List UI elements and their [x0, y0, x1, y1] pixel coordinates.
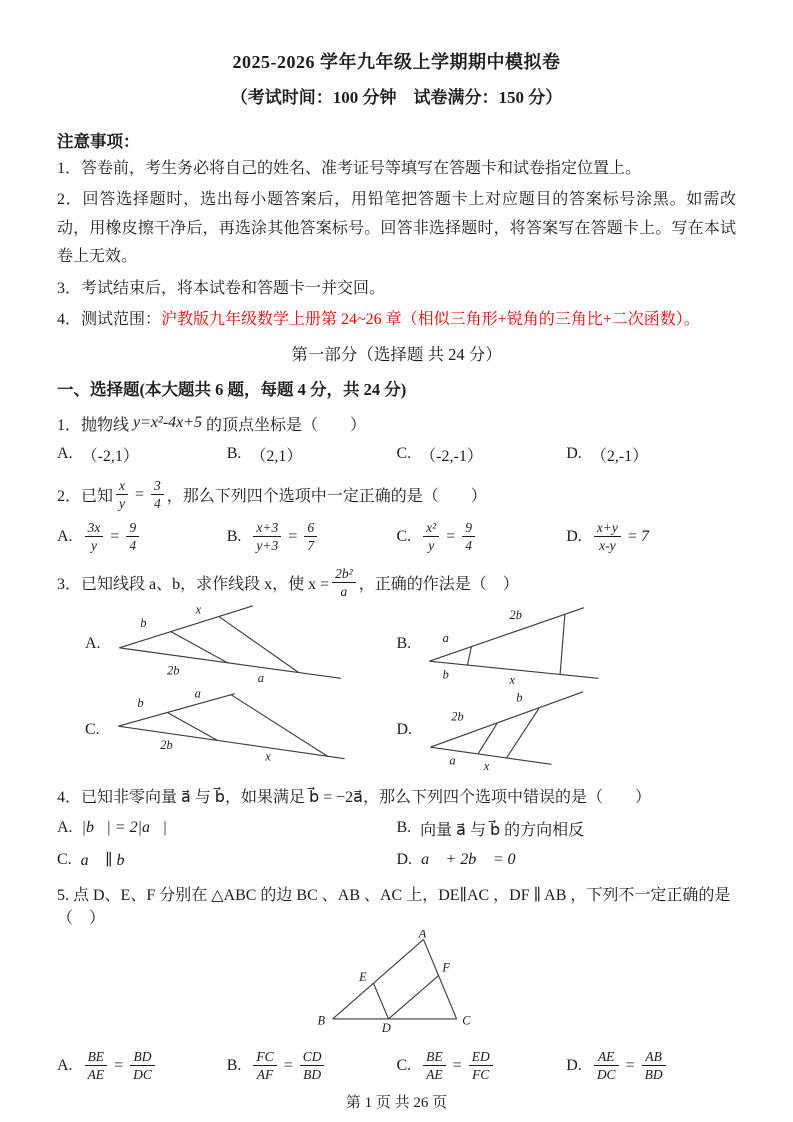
- q5-option-a-frac1: $\frac{BE}{AE}$: [85, 1049, 108, 1083]
- q5-option-b-frac1: $\frac{FC}{AF}$: [253, 1049, 276, 1083]
- q4-option-a-value: |b⃗| = 2|a⃗|: [81, 819, 167, 837]
- q4-option-d: [397, 851, 737, 869]
- segment-label: x: [509, 672, 516, 686]
- q3-fraction: $\frac{\text{2b²}}{a}$: [332, 566, 356, 600]
- q4-text: 4．已知非零向量 a⃗ 与 b⃗，如果满足 b⃗ = −2a⃗，那么下列四个选项中错误的是（ ）: [57, 788, 651, 806]
- segment-label: a: [257, 671, 264, 686]
- notice-item-1: 1．答卷前，考生务必将自己的姓名、准考证号等填写在答题卡和试卷指定位置上。: [57, 160, 642, 177]
- q1-option-c: [397, 443, 567, 466]
- segment-label: b: [516, 690, 523, 705]
- q2-option-a-equals: =: [110, 527, 120, 545]
- q1-prefix: 1．抛物线: [57, 416, 130, 434]
- q2-equals: =: [135, 485, 145, 503]
- q3-diagram-c-figure: [104, 688, 356, 772]
- q2-option-c-frac1: $\frac{\text{x²}}{y}$: [423, 520, 439, 554]
- q2-option-a-frac2: $\frac{9}{4}$: [126, 520, 139, 554]
- q4-option-d-value: a⃗ + 2b⃗ = 0: [421, 850, 516, 868]
- q1-option-d-value: （2,-1）: [590, 447, 649, 465]
- q2-option-b-frac1: $\frac{x+3}{y+3}$: [253, 520, 281, 554]
- q5-option-d-label: D.: [566, 1056, 582, 1074]
- q5-option-c-equals: =: [452, 1056, 462, 1074]
- question-5-options: [57, 1049, 736, 1083]
- question-4-options-row-1: [57, 817, 736, 840]
- notice-item-4-scope-text: 沪教版九年级数学上册第 24~26 章（相似三角形+锐角的三角比+二次函数）。: [161, 311, 700, 329]
- vertex-label-c: C: [461, 1013, 471, 1028]
- question-4-options-row-2: [57, 850, 736, 870]
- q4-option-b-label: B.: [396, 819, 412, 837]
- q2-fraction-right: $\frac{3}{4}$: [151, 478, 164, 512]
- segment-label: 2b: [451, 709, 464, 724]
- q3-prefix: 3．已知线段 a、b，求作线段 x，使 x =: [57, 576, 330, 594]
- q4-option-b: [397, 817, 737, 840]
- q1-option-c-value: （-2,-1）: [420, 447, 483, 465]
- q3-option-b: [397, 602, 737, 686]
- segment-label: a: [449, 753, 456, 768]
- segment-label: x: [483, 758, 490, 772]
- q5-option-b-equals: =: [283, 1056, 293, 1074]
- notice-item-2: 2．回答选择题时，选出每小题答案后，用铅笔把答题卡上对应题目的答案标号涂黑。如需改动，用橡皮擦干净后，再选涂其他答案标号。回答非选择题时，将答案写在答题卡上。写在本试卷上无效。: [57, 191, 736, 266]
- q2-option-b-equals: =: [288, 527, 298, 545]
- q5-option-b: [227, 1049, 397, 1083]
- notice-heading: 注意事项：: [57, 132, 140, 151]
- q1-option-b-label: B.: [226, 445, 242, 463]
- q3-option-a: [57, 602, 397, 686]
- q2-option-a-frac1: $\frac{3x}{y}$: [85, 520, 104, 554]
- segment-label: a: [194, 687, 201, 701]
- q2-option-d-frac1: $\frac{x+y}{x-y}$: [594, 520, 621, 554]
- q2-suffix: ，那么下列四个选项中一定正确的是（ ）: [166, 488, 487, 506]
- question-1-stem: [57, 412, 736, 435]
- q3-option-c: [57, 688, 397, 772]
- q3-diagram-a-figure: [105, 602, 357, 686]
- q3-diagram-row-2: [57, 688, 736, 772]
- q2-option-c-equals: =: [446, 527, 456, 545]
- segment-label: b: [137, 695, 144, 710]
- segment-label: b: [139, 615, 147, 630]
- notice-item-4: [57, 306, 736, 334]
- q5-option-a-equals: =: [114, 1056, 124, 1074]
- vertex-label-f: F: [441, 960, 450, 975]
- q1-option-b-value: （2,1）: [250, 447, 303, 465]
- notice-item-4-prefix: 4．测试范围：: [57, 311, 162, 329]
- q4-option-d-label: D.: [396, 850, 413, 868]
- q2-option-d-label: D.: [566, 527, 582, 545]
- q2-prefix: 2．已知: [57, 488, 114, 506]
- segment-label: b: [442, 667, 450, 682]
- q1-option-c-label: C.: [396, 445, 412, 463]
- q4-option-c: [57, 850, 397, 870]
- q2-option-a: [57, 520, 227, 554]
- q5-text: 5. 点 D、E、F 分别在 △ABC 的边 BC 、AB 、AC 上，DE∥AC ，DF ∥ AB ，下列不一定正确的是（ ）: [57, 886, 731, 927]
- q2-fraction-left: $\frac{x}{y}$: [116, 478, 128, 512]
- q2-option-d-equals: =: [627, 527, 637, 545]
- segment-label: 2b: [159, 737, 173, 752]
- q2-option-d-rhs: 7: [640, 527, 649, 545]
- page-subtitle: （考试时间：100 分钟 试卷满分：150 分）: [230, 88, 563, 107]
- q1-option-a-value: （-2,1）: [81, 447, 139, 465]
- q5-option-c-label: C.: [396, 1056, 412, 1074]
- question-4-stem: [57, 784, 736, 807]
- q2-option-a-label: A.: [57, 527, 73, 545]
- q2-option-c-frac2: $\frac{9}{4}$: [462, 520, 475, 554]
- segment-label: a: [442, 630, 450, 645]
- question-3-stem: [57, 566, 736, 600]
- question-2-stem: [57, 478, 736, 512]
- q1-equation: y=x²-4x+5: [133, 414, 203, 432]
- choice-section-heading: 一、选择题(本大题共 6 题，每题 4 分，共 24 分): [57, 379, 407, 399]
- q2-option-c-label: C.: [396, 527, 412, 545]
- q5-figure-wrap: [57, 930, 736, 1041]
- page-title: 2025-2026 学年九年级上学期期中模拟卷: [232, 52, 561, 72]
- q5-option-b-label: B.: [226, 1056, 242, 1074]
- q4-option-a: [57, 819, 397, 837]
- q1-option-a-label: A.: [57, 445, 73, 463]
- q3-diagram-d-figure: [416, 688, 668, 772]
- q3-suffix: ，正确的作法是（ ）: [358, 576, 519, 594]
- segment-label: x: [195, 602, 201, 617]
- part-one-heading: 第一部分（选择题 共 24 分）: [291, 344, 502, 364]
- q5-option-d-equals: =: [625, 1056, 635, 1074]
- vertex-label-e: E: [358, 970, 367, 985]
- q1-option-d-label: D.: [566, 445, 582, 463]
- q3-option-d-label: D.: [396, 720, 413, 738]
- vertex-label-d: D: [381, 1021, 391, 1036]
- q1-option-d: [566, 443, 736, 466]
- segment-label: 2b: [166, 663, 179, 678]
- q3-option-c-label: C.: [85, 720, 100, 738]
- q3-option-a-label: A.: [85, 634, 101, 652]
- q4-option-c-value: a⃗ ∥ b⃗: [80, 851, 137, 869]
- q3-diagram-b-figure: [415, 602, 667, 686]
- q5-option-d-frac2: $\frac{AB}{BD}$: [642, 1049, 666, 1083]
- q4-option-c-label: C.: [57, 850, 72, 868]
- segment-label: x: [264, 749, 271, 764]
- question-2-options: [57, 520, 736, 554]
- q5-option-c-frac1: $\frac{BE}{AE}$: [423, 1049, 446, 1083]
- vertex-label-b: B: [317, 1013, 325, 1028]
- question-5-stem: [57, 882, 736, 928]
- q5-option-a: [57, 1049, 227, 1083]
- q2-option-d: [566, 520, 736, 554]
- page-number: 第 1 页 共 26 页: [345, 1094, 448, 1111]
- q5-option-d: [566, 1049, 736, 1083]
- q1-option-b: [227, 443, 397, 466]
- q4-option-a-label: A.: [57, 819, 73, 837]
- q1-suffix: 的顶点坐标是（ ）: [206, 416, 367, 434]
- q2-option-c: [397, 520, 567, 554]
- q2-option-b: [227, 520, 397, 554]
- q5-option-d-frac1: $\frac{AE}{DC}$: [594, 1049, 619, 1083]
- q4-option-b-value: 向量 a⃗ 与 b⃗ 的方向相反: [420, 821, 585, 839]
- q5-option-b-frac2: $\frac{CD}{BD}$: [300, 1049, 325, 1083]
- q5-option-a-frac2: $\frac{BD}{DC}$: [130, 1049, 155, 1083]
- q3-diagram-row-1: [57, 602, 736, 686]
- q1-option-a: [57, 443, 227, 466]
- question-1-options: [57, 443, 736, 466]
- q2-option-b-label: B.: [226, 527, 242, 545]
- q2-option-b-frac2: $\frac{6}{7}$: [304, 520, 317, 554]
- q5-option-c-frac2: $\frac{ED}{FC}$: [469, 1049, 493, 1083]
- q3-option-d: [397, 688, 737, 772]
- q5-option-a-label: A.: [57, 1056, 73, 1074]
- q5-triangle-figure: [302, 930, 492, 1036]
- notice-item-3: 3．考试结束后，将本试卷和答题卡一并交回。: [57, 279, 386, 297]
- vertex-label-a: A: [418, 929, 426, 941]
- segment-label: 2b: [509, 608, 523, 623]
- q3-option-b-label: B.: [396, 634, 412, 652]
- q5-option-c: [397, 1049, 567, 1083]
